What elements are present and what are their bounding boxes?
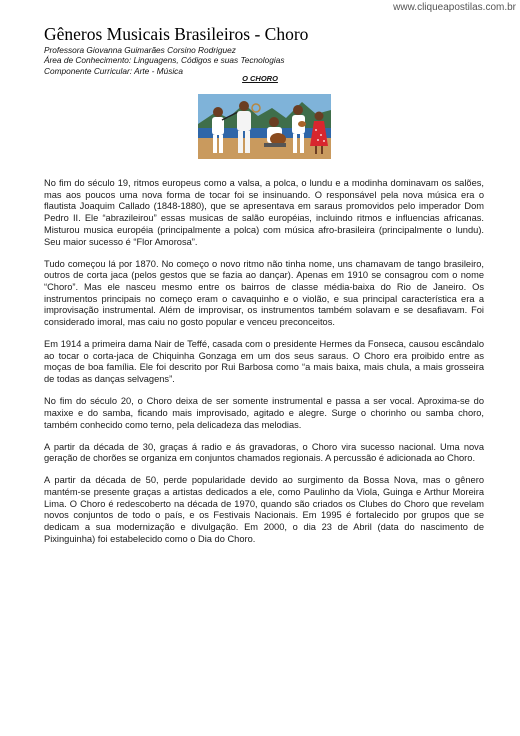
area-line: Área de Conhecimento: Linguagens, Códigos e suas Tecnologias: [44, 55, 285, 66]
article-body: [44, 178, 484, 556]
page-title: Gêneros Musicais Brasileiros - Choro: [44, 24, 309, 44]
paragraph: No fim do século 19, ritmos europeus como a valsa, a polca, o lundu e a modinha dominavam os salões, mas aos poucos uma nova forma de tocar foi se insinuando. O responsável pela nova música era o flautista Joaquim Callado (1848-1880), que se apresentava em saraus promovidos pelo imperador Dom Pedro II. Ele “abrazileirou” essas musicas de salão européias, incluindo ritmos e influencias africanas. Misturou musica européia (principalmente a polca) com música afro-brasileira (principalmente o lundu). Seu maior sucesso é “Flor Amorosa”.: [44, 178, 484, 247]
paragraph: A partir da década de 50, perde popularidade devido ao surgimento da Bossa Nova, mas o gênero mantém-se presente graças a artistas dedicados a ele, como Paulinho da Viola, Guinga e Arthur Moreira Lima. O Choro é redescoberto na década de 1970, quando são criados os Clubes do Choro que revelam novos conjuntos de todo o país, e os Festivais Nacionais. Em 1995 é fortalecido por grupos que se dedicam a sua modernização e divulgação. Em 2000, o dia 23 de Abril (data do nascimento de Pixinguinha) foi estabelecido como o Dia do Choro.: [44, 475, 484, 544]
document-meta: [44, 45, 284, 76]
component-line: Componente Curricular: Arte - Música: [44, 65, 183, 76]
paragraph: Tudo começou lá por 1870. No começo o novo ritmo não tinha nome, uns chamavam de tango brasileiro, outros de corta jaca (pelos gestos que se fazia ao dançar). Apenas em 1910 se consagrou com o nome “Choro”. Mas ele nasceu mesmo entre os bairros de classe média-baixa do Rio de Janeiro. Os instrumentos principais no começo eram o cavaquinho e o violão, e sua principal característica era a improvisação instrumental. Além de improvisar, os instrumentos também solavam e se desafiavam. Foi considerado imoral, mas caiu no gosto popular e venceu preconceitos.: [44, 258, 484, 328]
author-line: Professora Giovanna Guimarães Corsino Rodriguez: [44, 45, 236, 55]
paragraph: Em 1914 a primeira dama Nair de Teffé, casada com o presidente Hermes da Fonseca, causou escândalo ao tocar o corta-jaca de Chiquinha Gonzaga em um dos seus saraus. O Choro era proibido entre as moças de boa família. Ele foi descrito por Rui Barbosa como “a mais baixa, mais chula, a mais grosseira de todas as danças selvagens”.: [44, 339, 484, 385]
paragraph: A partir da década de 30, graças á radio e ás gravadoras, o Choro vira sucesso nacional. Uma nova geração de chorões se organiza em conjuntos chamados regionais. A percussão é adicionada ao Choro.: [44, 441, 484, 464]
paragraph: No fim do século 20, o Choro deixa de ser somente instrumental e passa a ser vocal. Aproxima-se do maxixe e do samba, ficando mais improvisado, agitado e alegre. Surge o chorinho ou samba choro, também conhecido como terno, pela delicadeza das melodias.: [44, 396, 484, 430]
site-watermark: www.cliqueapostilas.com.br: [393, 2, 516, 13]
choro-musicians-illustration: [198, 94, 331, 159]
section-subtitle: O CHORO: [242, 74, 278, 83]
